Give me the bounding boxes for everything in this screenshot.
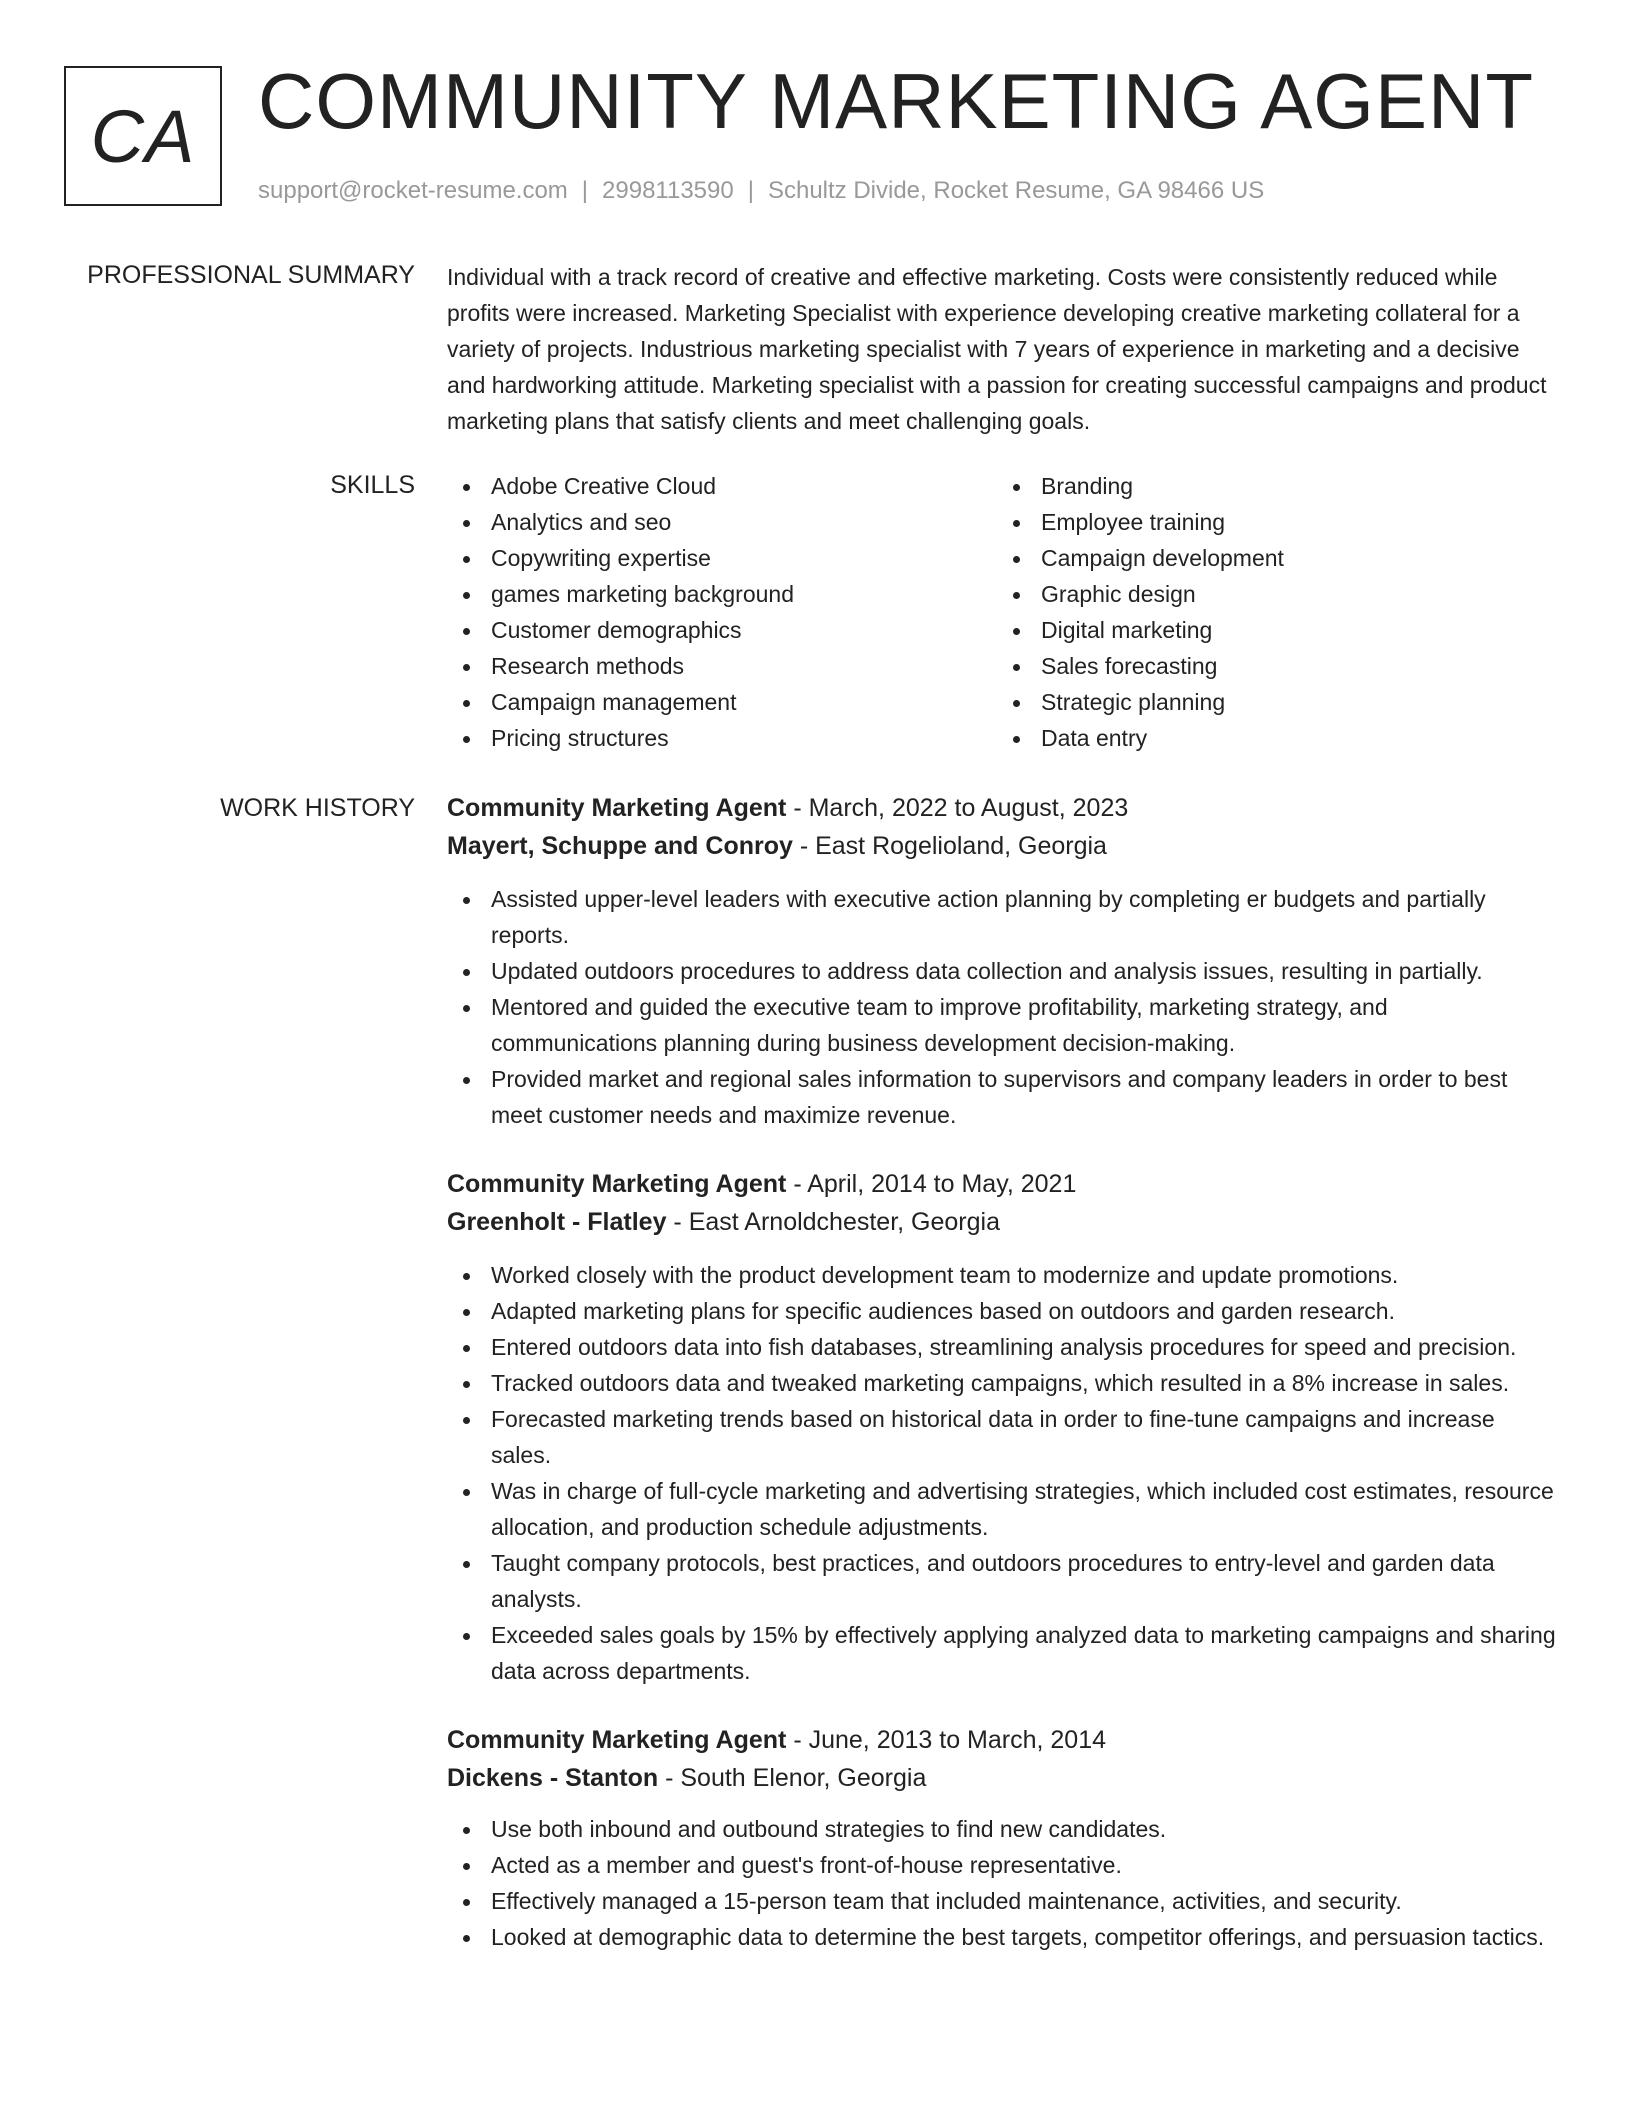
job-title-line (447, 1165, 1557, 1203)
job-location: - South Elenor, Georgia (658, 1764, 927, 1792)
job-bullets (447, 1257, 1557, 1689)
job-company-line (447, 1759, 1557, 1797)
job-entry (447, 1721, 1557, 1955)
skill-item: Pricing structures (447, 720, 997, 756)
section-heading-summary: PROFESSIONAL SUMMARY (87, 261, 415, 289)
skill-item: Strategic planning (997, 684, 1547, 720)
job-title-line (447, 1721, 1557, 1759)
job-entry (447, 1165, 1557, 1689)
job-bullet: Looked at demographic data to determine the best targets, competitor offerings, and persuasion tactics. (447, 1919, 1557, 1955)
job-dates: - March, 2022 to August, 2023 (786, 794, 1129, 822)
job-bullet: Adapted marketing plans for specific audiences based on outdoors and garden research. (447, 1293, 1557, 1329)
job-bullet: Assisted upper-level leaders with executive action planning by completing er budgets and partially reports. (447, 881, 1557, 953)
job-bullet: Updated outdoors procedures to address data collection and analysis issues, resulting in partially. (447, 953, 1557, 989)
job-dates: - June, 2013 to March, 2014 (786, 1726, 1107, 1754)
skills-column-right (997, 468, 1547, 756)
skill-item: games marketing background (447, 576, 997, 612)
job-company: Mayert, Schuppe and Conroy (447, 832, 793, 860)
job-bullet: Provided market and regional sales information to supervisors and company leaders in order to best meet customer needs and maximize revenue. (447, 1061, 1557, 1133)
job-title: Community Marketing Agent (447, 1726, 787, 1754)
job-title: Community Marketing Agent (447, 1170, 787, 1198)
job-bullet: Taught company protocols, best practices, and outdoors procedures to entry-level and garden data analysts. (447, 1545, 1557, 1617)
job-bullet: Exceeded sales goals by 15% by effectively applying analyzed data to marketing campaigns and sharing data across departments. (447, 1617, 1557, 1689)
skill-item: Analytics and seo (447, 504, 997, 540)
job-bullet: Tracked outdoors data and tweaked marketing campaigns, which resulted in a 8% increase in sales. (447, 1365, 1557, 1401)
page-title: COMMUNITY MARKETING AGENT (258, 57, 1534, 145)
job-company-line (447, 827, 1557, 865)
skills-column-left (447, 468, 997, 756)
skill-item: Data entry (997, 720, 1547, 756)
skill-item: Copywriting expertise (447, 540, 997, 576)
skills-list (447, 468, 1557, 756)
skill-item: Campaign development (997, 540, 1547, 576)
job-location: - East Arnoldchester, Georgia (666, 1208, 1000, 1236)
job-bullet: Mentored and guided the executive team to improve profitability, marketing strategy, and communications planning during business development decision-making. (447, 989, 1557, 1061)
skill-item: Research methods (447, 648, 997, 684)
job-company: Dickens - Stanton (447, 1764, 659, 1792)
section-heading-work-history: WORK HISTORY (220, 794, 415, 822)
job-bullet: Forecasted marketing trends based on historical data in order to fine-tune campaigns and increase sales. (447, 1401, 1557, 1473)
job-dates: - April, 2014 to May, 2021 (786, 1170, 1077, 1198)
skill-item: Branding (997, 468, 1547, 504)
section-heading-skills: SKILLS (330, 471, 415, 499)
job-bullet: Use both inbound and outbound strategies to find new candidates. (447, 1811, 1557, 1847)
job-bullet: Effectively managed a 15-person team that included maintenance, activities, and security. (447, 1883, 1557, 1919)
contact-email: support@rocket-resume.com (258, 177, 568, 204)
job-title-line (447, 789, 1557, 827)
skill-item: Customer demographics (447, 612, 997, 648)
skill-item: Sales forecasting (997, 648, 1547, 684)
job-entry (447, 789, 1557, 1133)
job-bullet: Entered outdoors data into fish databases, streamlining analysis procedures for speed and precision. (447, 1329, 1557, 1365)
job-company: Greenholt - Flatley (447, 1208, 667, 1236)
job-location: - East Rogelioland, Georgia (792, 832, 1107, 860)
job-title: Community Marketing Agent (447, 794, 787, 822)
job-bullet: Worked closely with the product development team to modernize and update promotions. (447, 1257, 1557, 1293)
contact-phone: 2998113590 (602, 177, 734, 204)
skill-item: Campaign management (447, 684, 997, 720)
skill-item: Digital marketing (997, 612, 1547, 648)
contact-separator: | (747, 177, 754, 204)
skill-item: Employee training (997, 504, 1547, 540)
job-bullets (447, 881, 1557, 1133)
contact-address: Schultz Divide, Rocket Resume, GA 98466 US (767, 177, 1265, 204)
job-company-line (447, 1203, 1557, 1241)
skill-item: Adobe Creative Cloud (447, 468, 997, 504)
skill-item: Graphic design (997, 576, 1547, 612)
job-bullet: Acted as a member and guest's front-of-house representative. (447, 1847, 1557, 1883)
monogram: CA (64, 66, 222, 206)
job-bullets (447, 1811, 1557, 1955)
contact-separator: | (581, 177, 589, 204)
summary-text: Individual with a track record of creative and effective marketing. Costs were consistently reduced while profits were increased. Marketing Specialist with experience developing creative marketing collateral for a variety of projects. Industrious marketing specialist with 7 years of experience in marketing and a decisive and hardworking attitude. Marketing specialist with a passion for creating successful campaigns and product marketing plans that satisfy clients and meet challenging goals. (447, 264, 1547, 434)
job-bullet: Was in charge of full-cycle marketing and advertising strategies, which included cost estimates, resource allocation, and production schedule adjustments. (447, 1473, 1557, 1545)
contact-line (258, 174, 1264, 208)
